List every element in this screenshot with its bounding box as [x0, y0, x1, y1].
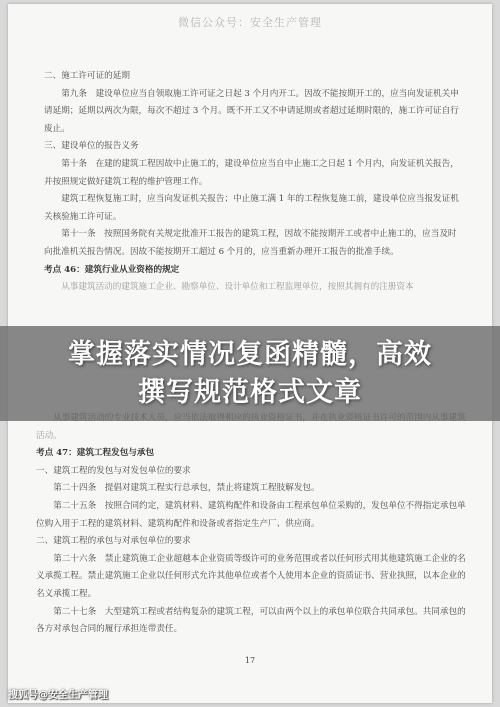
footer-watermark: 搜狐号@安全生产管理	[8, 690, 108, 701]
section-heading-contracting: 一、建筑工程的发包与对发包单位的要求	[36, 465, 191, 476]
document-body-top	[44, 68, 462, 297]
section-heading-permit-extension: 二、施工许可证的延期	[44, 71, 130, 81]
key-point-46-heading: 考点 46：建筑行业从业资格的规定	[44, 264, 180, 275]
document-body-bottom	[36, 413, 470, 639]
article-25: 第二十五条 按照合同约定，建筑材料、建筑构配件和设备由工程承包单位采购的，发包单位不得指定承包单位购入用于工程的建筑材料、建筑构配件和设备或者指定生产厂、供应商。	[36, 500, 466, 529]
key-point-47-heading: 考点 47：建筑工程发包与承包	[36, 448, 155, 459]
banner-title-line-2: 撰写规范格式文章	[138, 376, 362, 408]
article-10-resume: 建筑工程恢复施工时，应当向发证机关报告；中止施工满 1 年的工程恢复施工前，建设单位应当报发证机关核验施工许可证。	[44, 194, 459, 222]
banner-title-line-1: 掌握落实情况复函精髓，高效	[68, 338, 432, 370]
key-point-46-text-1: 从事建筑活动的建筑施工企业、勘察单位、设计单位和工程监理单位，按照其拥有的注册资本	[61, 282, 414, 293]
header-watermark: 微信公众号：安全生产管理	[178, 16, 322, 29]
article-27: 第二十七条 大型建筑工程或者结构复杂的建筑工程，可以由两个以上的承包单位联合共同承包。共同承包的各方对承包合同的履行承担连带责任。	[36, 606, 466, 635]
article-9: 第九条 建设单位应当自领取施工许可证之日起 3 个月内开工。因故不能按期开工的，应当向发证机关申请延期；延期以两次为限，每次不超过 3 个月。既不开工又不申请延期或者超过延期时限的，施工许可证自行废止。	[44, 88, 459, 134]
article-26: 第二十六条 禁止建筑施工企业超越本企业资质等级许可的业务范围或者以任何形式用其他建筑施工企业的名义承揽工程。禁止建筑施工企业以任何形式允许其他单位或者个人使用本企业的资质证书、营业执照，以本企业的名义承揽工程。	[36, 553, 466, 599]
key-point-46-text-3: 从事建筑活动的专业技术人员，应当依法取得相应的执业资格证书，并在执业资格证书许可的范围内从事建筑活动。	[36, 413, 466, 441]
section-heading-contractor: 二、建筑工程的承包与对承包单位的要求	[36, 536, 191, 547]
article-24: 第二十四条 提倡对建筑工程实行总承包，禁止将建筑工程肢解发包。	[53, 483, 320, 494]
article-11: 第十一条 按照国务院有关规定批准开工报告的建筑工程，因故不能按期开工或者中止施工的，应当及时向批准机关报告情况。因故不能按期开工超过 6 个月的，应当重新办理开工报告的批准手续。	[44, 229, 457, 257]
page-number: 17	[244, 656, 256, 665]
article-10: 第十条 在建的建筑工程因故中止施工的，建设单位应当自中止施工之日起 1 个月内，向发证机关报告，并按照规定做好建筑工程的维护管理工作。	[44, 158, 459, 187]
title-banner	[0, 326, 500, 421]
section-heading-report-duty: 三、建设单位的报告义务	[44, 141, 139, 152]
